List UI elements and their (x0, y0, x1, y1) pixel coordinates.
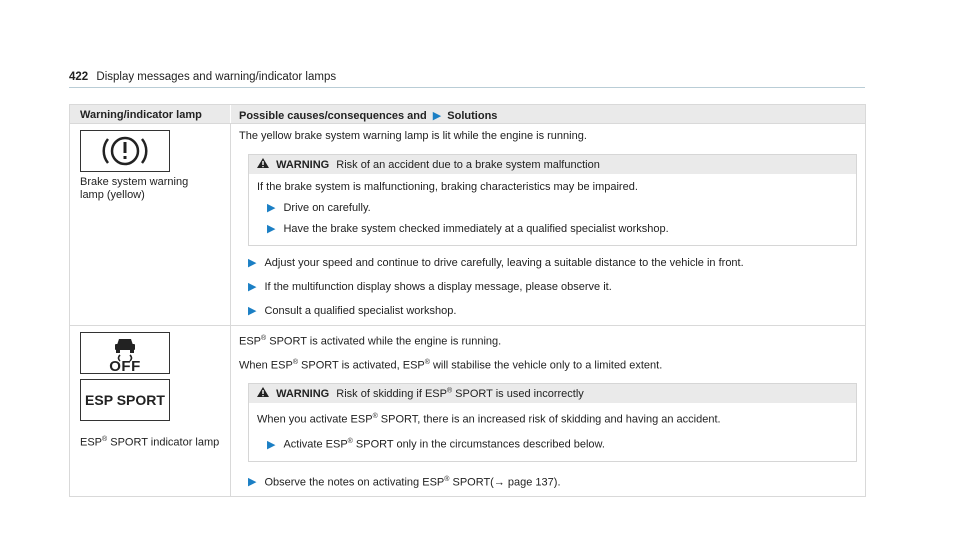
warning-step-b: SPORT only in the circumstances described below. (352, 438, 605, 451)
page-title: Display messages and warning/indicator lamps (96, 71, 337, 83)
header-rule (69, 87, 865, 88)
solution-cell-esp (230, 326, 865, 496)
solution-step-text: If the multifunction display shows a display message, please observe it. (264, 281, 612, 293)
triangle-right-icon: ▶ (267, 223, 276, 235)
page-ref-arrow: → (493, 476, 505, 489)
warning-box-brake (248, 154, 857, 246)
table-header-row (70, 105, 865, 123)
warning-title: WARNING (276, 159, 330, 171)
warning-step-text: Have the brake system checked immediately at a qualified specialist workshop. (283, 223, 669, 235)
esp-sport-lamp (80, 379, 170, 421)
esp-sport-text: ESP SPORT (85, 392, 165, 408)
off-text: OFF (109, 358, 141, 375)
registered-mark: ® (261, 335, 267, 342)
warning-text-b: SPORT is used incorrectly (452, 388, 584, 401)
col-header-solutions (230, 105, 865, 123)
col-header-solutions-text: Possible causes/consequences and (239, 110, 427, 122)
warning-step (267, 222, 848, 237)
triangle-right-icon: ▶ (432, 110, 442, 122)
registered-mark: ® (424, 358, 430, 366)
triangle-right-icon: ▶ (267, 202, 276, 214)
esp-line2-a: When ESP (239, 359, 293, 372)
brake-intro-text: The yellow brake system warning lamp is lit while the engine is running. (239, 130, 587, 142)
warning-body-text (257, 409, 848, 428)
warning-step-a: Activate ESP (283, 438, 348, 451)
triangle-right-icon: ▶ (267, 438, 276, 451)
col-header-solutions-suffix: Solutions (447, 110, 498, 122)
lamp-cell-esp (70, 326, 230, 496)
lamp-cell-brake (70, 124, 230, 325)
warning-body-text: If the brake system is malfunctioning, braking characteristics may be impaired. (257, 181, 638, 193)
lamp-label-esp-b: SPORT indicator lamp (107, 436, 220, 449)
triangle-right-icon: ▶ (248, 476, 257, 489)
triangle-right-icon: ▶ (248, 257, 257, 269)
warning-text-a: Risk of skidding if ESP (336, 388, 447, 401)
table-row-brake (70, 123, 865, 325)
esp-line1-b: SPORT is activated while the engine is running. (266, 335, 502, 348)
lamp-label-esp (80, 433, 230, 450)
registered-mark: ® (444, 475, 450, 483)
solution-step-text: Consult a qualified specialist workshop. (264, 305, 457, 317)
lamp-label-brake: Brake system warning lamp (yellow) (80, 176, 189, 201)
warning-body-b: SPORT, there is an increased risk of skidding and having an accident. (377, 413, 721, 426)
warning-body-brake (249, 174, 856, 245)
triangle-right-icon: ▶ (248, 281, 257, 293)
warning-box-esp (248, 383, 857, 461)
solution-step (248, 304, 857, 319)
warning-title: WARNING (276, 388, 330, 401)
triangle-right-icon: ▶ (248, 305, 257, 317)
solution-step-a: Observe the notes on activating ESP (264, 476, 445, 489)
page-number: 422 (69, 71, 89, 83)
esp-line1-a: ESP (239, 335, 262, 348)
brake-warning-icon (80, 130, 170, 172)
esp-line1 (239, 331, 857, 350)
page-reference-link[interactable]: page 137). (504, 476, 561, 489)
lamp-label-esp-a: ESP (80, 436, 103, 449)
lamp-table (69, 104, 866, 497)
solution-step-b: SPORT( (449, 476, 494, 489)
registered-mark: ® (292, 358, 298, 366)
col-header-lamp: Warning/indicator lamp (80, 109, 202, 121)
solution-cell-brake (230, 124, 865, 325)
esp-line2 (239, 355, 857, 374)
solution-step (248, 472, 857, 491)
warning-step (267, 201, 848, 216)
table-row-esp (70, 325, 865, 496)
esp-line2-c: will stabilise the vehicle only to a limited extent. (429, 359, 663, 372)
warning-step (267, 434, 848, 453)
warning-header-esp (249, 384, 856, 403)
registered-mark: ® (347, 437, 353, 445)
solution-step (248, 280, 857, 295)
warning-triangle-icon (257, 388, 272, 400)
registered-mark: ® (102, 436, 108, 443)
registered-mark: ® (446, 387, 453, 395)
skidding-car-off-icon (80, 332, 170, 374)
solution-step-text: Adjust your speed and continue to drive carefully, leaving a suitable distance to the vehicle in front. (264, 257, 744, 269)
warning-step-text: Drive on carefully. (283, 202, 371, 214)
registered-mark: ® (372, 413, 378, 421)
warning-text: Risk of an accident due to a brake system malfunction (336, 159, 600, 171)
esp-line2-b: SPORT is activated, ESP (297, 359, 425, 372)
page-header (69, 71, 336, 83)
warning-header-brake (249, 155, 856, 174)
solution-step (248, 256, 857, 271)
warning-body-a: When you activate ESP (257, 413, 373, 426)
warning-triangle-icon (257, 159, 272, 171)
warning-body-esp (249, 403, 856, 460)
